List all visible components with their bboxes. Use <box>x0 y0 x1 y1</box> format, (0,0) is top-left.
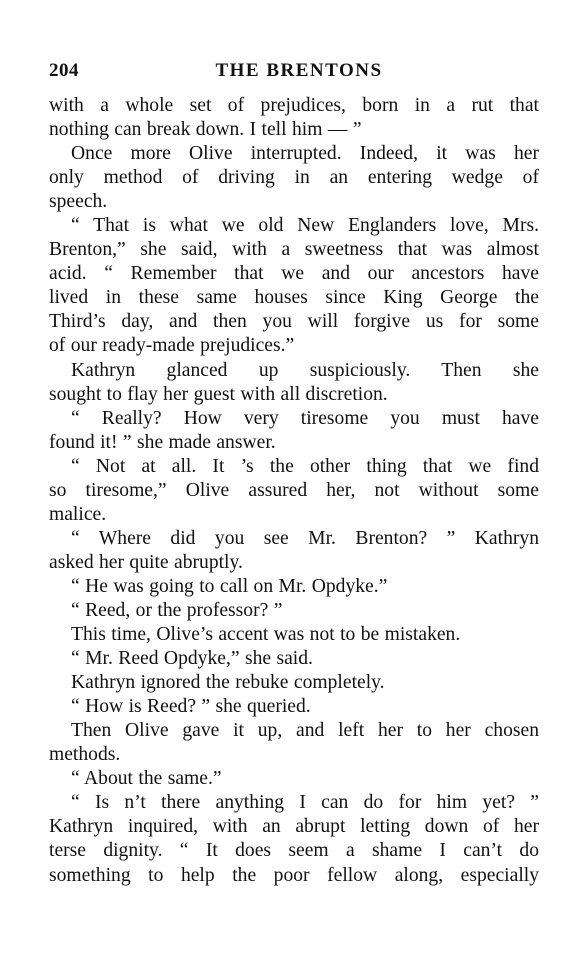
text-line: Kathryn inquired, with an abrupt letting down of her <box>49 816 539 838</box>
text-line: of our ready-made prejudices.” <box>49 335 295 357</box>
text-line: with a whole set of prejudices, born in a rut that <box>49 95 539 116</box>
text-line: nothing can break down. I tell him — ” <box>49 119 362 141</box>
text-line: terse dignity. “ It does seem a shame I can’t do <box>49 840 539 862</box>
text-line: “ Not at all. It ’s the other thing that we find <box>71 455 539 477</box>
text-line: something to help the poor fellow along, especially <box>49 864 539 886</box>
text-line: “ Really? How very tiresome you must have <box>71 407 539 429</box>
text-line: Third’s day, and then you will forgive us for some <box>49 311 539 333</box>
text-line: so tiresome,” Olive assured her, not without some <box>49 479 539 501</box>
page-header <box>49 60 539 84</box>
text-line: speech. <box>49 191 108 213</box>
text-line: acid. “ Remember that we and our ancestors have <box>49 263 539 285</box>
text-line: “ He was going to call on Mr. Opdyke.” <box>71 575 388 597</box>
text-line: “ Where did you see Mr. Brenton? ” Kathryn <box>71 527 539 549</box>
book-page <box>49 60 539 888</box>
text-line: “ Is n’t there anything I can do for him yet? ” <box>71 792 539 814</box>
text-line: “ How is Reed? ” she queried. <box>71 696 311 718</box>
text-line: sought to flay her guest with all discretion. <box>49 383 388 405</box>
text-line: only method of driving in an entering wedge of <box>49 167 539 189</box>
text-line: methods. <box>49 744 121 766</box>
text-line: “ Reed, or the professor? ” <box>71 599 283 621</box>
page-number: 204 <box>49 60 79 81</box>
text-line: Once more Olive interrupted. Indeed, it was her <box>71 143 539 165</box>
text-line: Then Olive gave it up, and left her to her chosen <box>71 720 539 742</box>
running-head: THE BRENTONS <box>215 60 383 81</box>
text-line: “ That is what we old New Englanders love, Mrs. <box>71 215 539 237</box>
text-line: Kathryn glanced up suspiciously. Then she <box>71 359 539 381</box>
body-text <box>49 94 539 888</box>
text-line: “ About the same.” <box>71 768 222 790</box>
text-line: malice. <box>49 503 107 525</box>
text-line: asked her quite abruptly. <box>49 551 243 573</box>
text-line: found it! ” she made answer. <box>49 431 276 453</box>
text-line: This time, Olive’s accent was not to be mistaken. <box>71 624 461 646</box>
text-line: lived in these same houses since King George the <box>49 287 539 309</box>
text-line: Kathryn ignored the rebuke completely. <box>71 672 385 694</box>
text-line: Brenton,” she said, with a sweetness that was almost <box>49 239 539 261</box>
text-line: “ Mr. Reed Opdyke,” she said. <box>71 648 313 670</box>
